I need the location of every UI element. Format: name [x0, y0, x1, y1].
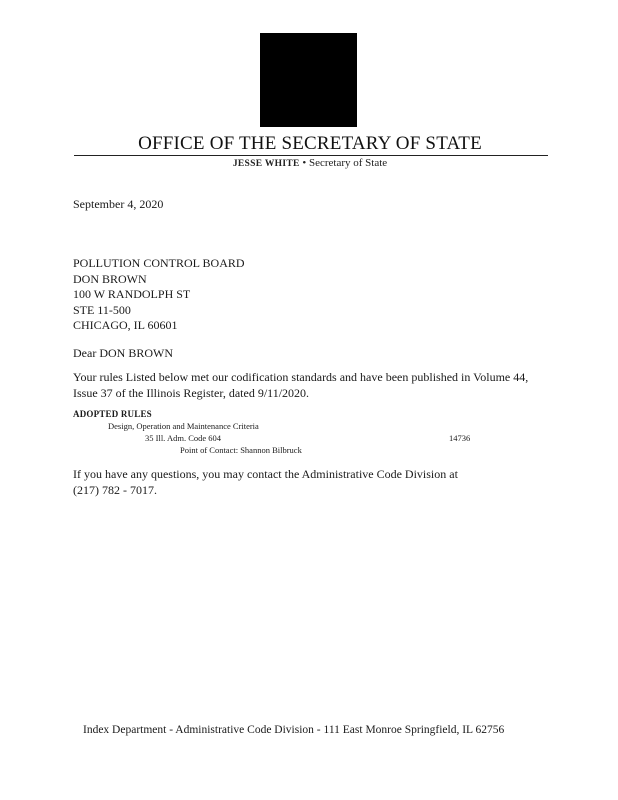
closing-paragraph: [73, 466, 458, 498]
rule-number: 14736: [449, 433, 471, 443]
body-paragraph: [73, 369, 553, 401]
body-line: Your rules Listed below met our codification standards and have been published in Volume 44,: [73, 370, 529, 384]
letterhead-subtitle: [74, 157, 546, 169]
recipient-suite: STE 11-500: [73, 302, 131, 317]
recipient-address: [73, 256, 245, 334]
letter-date: September 4, 2020: [73, 197, 164, 211]
recipient-organization: POLLUTION CONTROL BOARD: [73, 256, 245, 270]
secretary-name: JESSE WHITE: [232, 159, 300, 169]
subtitle-separator: •: [302, 157, 307, 169]
office-title: OFFICE OF THE SECRETARY OF STATE: [138, 133, 482, 154]
rule-title: Design, Operation and Maintenance Criteria: [108, 421, 259, 431]
closing-phone: (217) 782 - 7017.: [73, 483, 157, 497]
secretary-role: Secretary of State: [308, 157, 388, 169]
footer-address: Index Department - Administrative Code Division - 111 East Monroe Springfield, IL 62756: [83, 724, 505, 736]
rule-contact: Point of Contact: Shannon Bilbruck: [180, 445, 302, 455]
recipient-name: DON BROWN: [73, 271, 147, 286]
rule-code: 35 Ill. Adm. Code 604: [145, 433, 222, 443]
redacted-seal: [260, 33, 357, 127]
adopted-rules-heading: ADOPTED RULES: [73, 409, 152, 419]
body-line: Issue 37 of the Illinois Register, dated 9/11/2020.: [73, 386, 310, 400]
recipient-street: 100 W RANDOLPH ST: [73, 287, 191, 301]
closing-line: If you have any questions, you may contact the Administrative Code Division at: [73, 467, 458, 481]
letterhead-divider: [74, 155, 548, 156]
recipient-city-state-zip: CHICAGO, IL 60601: [73, 318, 178, 332]
salutation: Dear DON BROWN: [73, 346, 173, 360]
